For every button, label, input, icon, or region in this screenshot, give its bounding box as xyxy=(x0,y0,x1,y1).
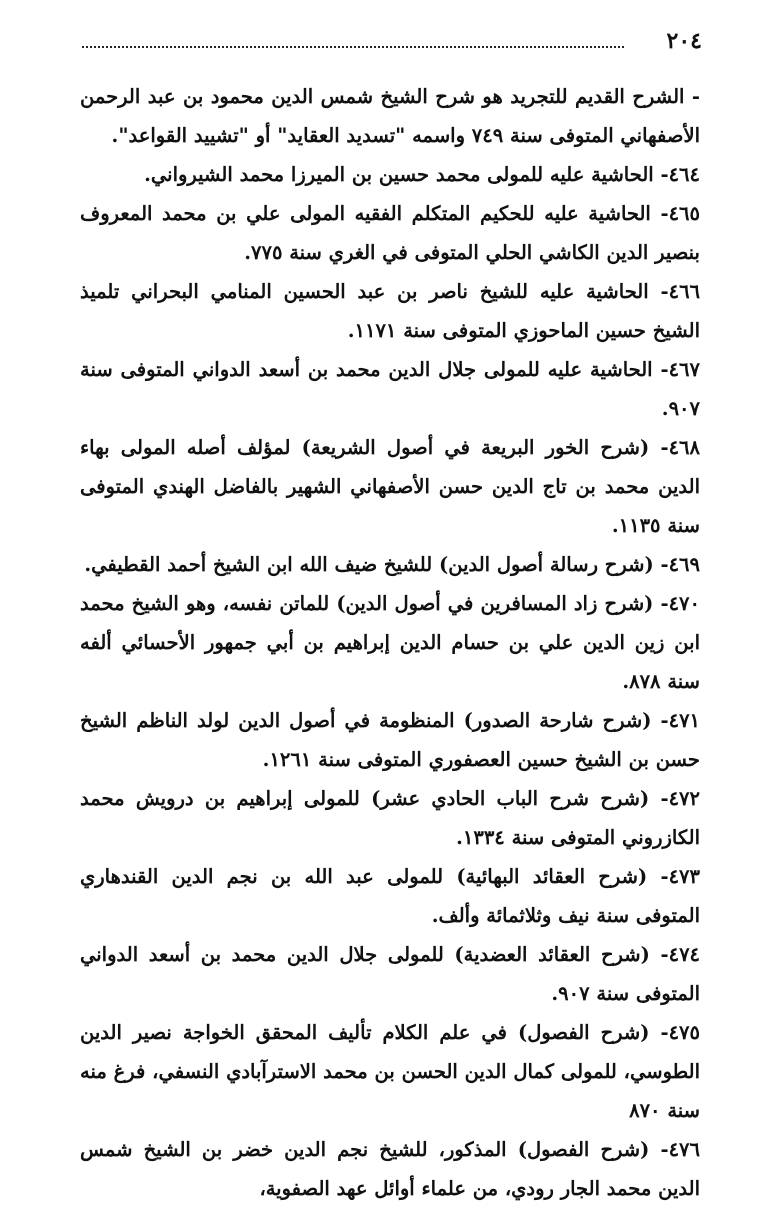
entry-text: الحاشية عليه للمولى جلال الدين محمد بن أسعد الدواني المتوفى سنة ٩٠٧. xyxy=(80,358,700,420)
entry-title: (شرح الفصول) xyxy=(517,1138,650,1161)
entry-text: المنظومة في أصول الدين لولد الناظم الشيخ حسن بن الشيخ حسين العصفوري المتوفى سنة ١٢٦١. xyxy=(80,709,700,771)
entry-470 xyxy=(80,584,700,701)
entry-number: ٤٦٦- xyxy=(660,280,701,303)
entry-title: (شرح العقائد البهائية) xyxy=(456,865,648,888)
entry-476 xyxy=(80,1130,700,1208)
entry-text: للمولى إبراهيم بن درويش محمد الكازروني المتوفى سنة ١٣٣٤. xyxy=(80,787,700,849)
entry-title: (شرح العقائد العضدية) xyxy=(454,943,650,966)
entry-text: الشرح القديم للتجريد هو شرح الشيخ شمس الدين محمود بن عبد الرحمن الأصفهاني المتوفى سنة ٧٤٩ واسمه "تسديد العقايد" أو "تشييد القواعد". xyxy=(80,85,700,147)
entry-number: ٤٧٥- xyxy=(660,1021,700,1044)
page-header xyxy=(82,26,702,56)
entry-number: ٤٦٥- xyxy=(660,202,700,225)
entry-number: ٤٧٤- xyxy=(660,943,701,966)
entry-title: (شرح شارحة الصدور) xyxy=(463,709,652,732)
entry-number: ٤٧٦- xyxy=(660,1138,700,1161)
entry-text: لمؤلف أصله المولى بهاء الدين محمد بن تاج الدين حسن الأصفهاني الشهير بالفاضل الهندي المتوفى سنة ١١٣٥. xyxy=(80,436,700,537)
entry-text: المذكور، للشيخ نجم الدين خضر بن الشيخ شمس الدين محمد الجار رودي، من علماء أوائل عهد الصفوية، xyxy=(80,1138,700,1200)
entry-title: (شرح الخور البريعة في أصول الشريعة) xyxy=(301,436,650,459)
entry-474 xyxy=(80,935,700,1013)
entry-466 xyxy=(80,272,700,350)
entry-number: - xyxy=(691,85,701,108)
entry-number: ٤٧٣- xyxy=(660,865,700,888)
entry-number: ٤٦٨- xyxy=(660,436,700,459)
entry-intro xyxy=(80,77,700,155)
entry-number: ٤٦٩- xyxy=(660,553,700,576)
entry-number: ٤٧٠- xyxy=(660,592,700,615)
entry-title: (شرح رسالة أصول الدين) xyxy=(439,553,654,576)
entry-title: (شرح الفصول) xyxy=(517,1021,650,1044)
entry-475 xyxy=(80,1013,700,1130)
entry-text: في علم الكلام تأليف المحقق الخواجة نصير الدين الطوسي، للمولى كمال الدين الحسن بن محمد الاسترآبادي النسفي، فرغ منه سنة ٨٧٠ xyxy=(80,1021,700,1122)
entry-465 xyxy=(80,194,700,272)
entry-text: الحاشية عليه للحكيم المتكلم الفقيه المولى علي بن محمد المعروف بنصير الدين الكاشي الحلي المتوفى في الغري سنة ٧٧٥. xyxy=(80,202,700,264)
entry-title: (شرح زاد المسافرين في أصول الدين) xyxy=(336,592,654,615)
entry-464 xyxy=(80,155,700,194)
entry-473 xyxy=(80,857,700,935)
entry-number: ٤٧٢- xyxy=(660,787,700,810)
dotted-rule xyxy=(82,46,624,48)
entry-number: ٤٧١- xyxy=(660,709,701,732)
entry-text: للشيخ ضيف الله ابن الشيخ أحمد القطيفي. xyxy=(84,553,433,576)
entry-471 xyxy=(80,701,700,779)
entry-472 xyxy=(80,779,700,857)
entry-469 xyxy=(80,545,700,584)
entry-number: ٤٦٧- xyxy=(660,358,700,381)
entry-468 xyxy=(80,428,700,545)
entry-text: الحاشية عليه للمولى محمد حسين بن الميرزا محمد الشيرواني. xyxy=(144,163,654,186)
entry-467 xyxy=(80,350,700,428)
entry-title: (شرح شرح الباب الحادي عشر) xyxy=(371,787,650,810)
entry-text: الحاشية عليه للشيخ ناصر بن عبد الحسين المنامي البحراني تلميذ الشيخ حسين الماحوزي المتوفى سنة ١١٧١. xyxy=(80,280,700,342)
entry-text: للمولى عبد الله بن نجم الدين القندهاري المتوفى سنة نيف وثلاثمائة وألف. xyxy=(80,865,700,927)
entry-text: للماتن نفسه، وهو الشيخ محمد ابن زين الدين علي بن حسام الدين إبراهيم بن أبي جمهور الأحسائي ألفه سنة ٨٧٨. xyxy=(80,592,700,693)
entry-number: ٤٦٤- xyxy=(660,163,700,186)
page-number: ٢٠٤ xyxy=(666,28,702,54)
entry-text: للمولى جلال الدين محمد بن أسعد الدواني المتوفى سنة ٩٠٧. xyxy=(80,943,700,1005)
bibliography-entries xyxy=(80,77,700,1208)
